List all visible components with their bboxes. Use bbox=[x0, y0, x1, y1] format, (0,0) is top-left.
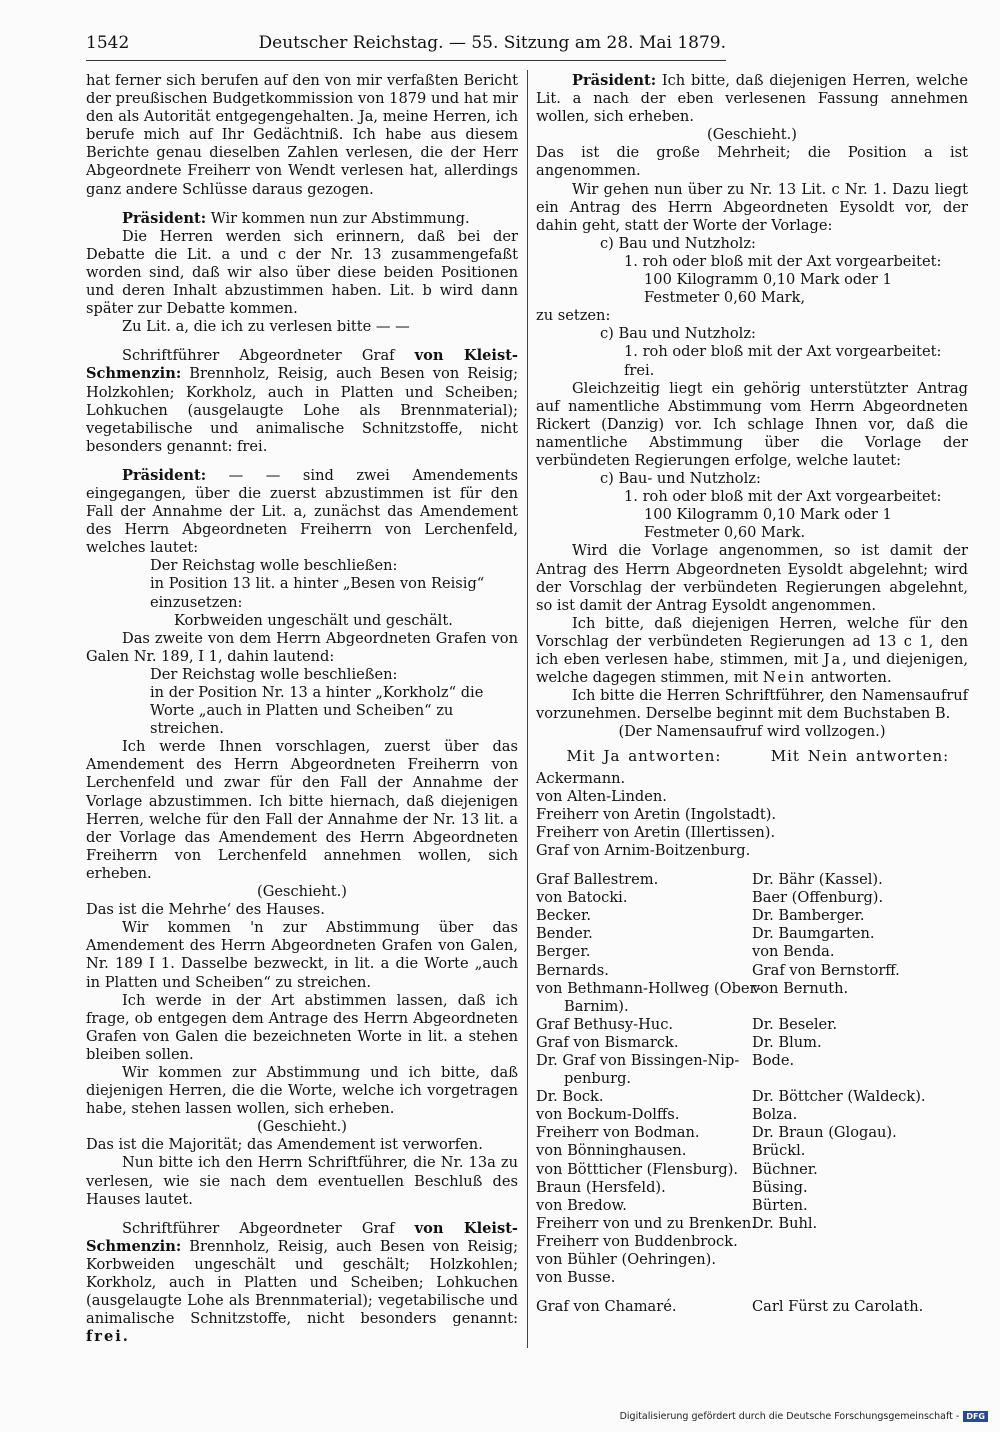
motion-line: 100 Kilogramm 0,10 Mark oder 1 Festmeter 0,60 Mark, bbox=[644, 271, 892, 307]
list-item: Freiherr von Aretin (Illertissen). bbox=[536, 823, 776, 841]
paragraph: Ich werde in der Art abstimmen lassen, daß ich frage, ob entgegen dem Antrage des Herrn Abgeordneten Grafen von Galen die bezeichneten Worte in lit. a stehen bleiben sollen. bbox=[86, 991, 518, 1063]
paragraph: Das ist die Mehrhe‘ des Hauses. bbox=[86, 901, 325, 919]
paragraph-text: Schriftführer Abgeordneter Graf bbox=[122, 1219, 415, 1237]
list-item: von Bethmann-Hollweg (Ober- bbox=[536, 979, 762, 997]
motion-line: c) Bau und Nutzholz: bbox=[600, 234, 756, 252]
paragraph bbox=[86, 347, 518, 456]
stage-direction: (Geschieht.) bbox=[257, 883, 347, 901]
list-item: Freiherr von Buddenbrock. bbox=[536, 1232, 738, 1250]
motion-line: 1. roh oder bloß mit der Axt vorgearbeitet: bbox=[624, 488, 942, 506]
paragraph: Wir kommen 'n zur Abstimmung über das Amendement des Herrn Abgeordneten Grafen von Galen, Nr. 189 I 1. Dasselbe bezweckt, in lit. a die Worte „auch in Platten und Scheiben“ zu streichen. bbox=[86, 919, 518, 991]
vote-list-ja bbox=[536, 871, 762, 1287]
paragraph: hat ferner sich berufen auf den von mir verfaßten Bericht der preußischen Budgetkommission von 1879 und hat mir den als Autorität entgegengehalten. Ja, meine Herren, ich berufe mich auf Ihr Gedächtniß. Ich habe aus diesem Berichte genau dieselben Zahlen verlesen, die der Herr Abgeordnete Freiherr von Wendt verlesen hat, allerdings ganz andere Schlüsse daraus gezogen. bbox=[86, 72, 518, 198]
list-item: Ackermann. bbox=[536, 769, 626, 787]
paragraph: Zu Lit. a, die ich zu verlesen bitte — — bbox=[122, 318, 410, 336]
motion-line: Der Reichstag wolle beschließen: bbox=[150, 665, 398, 683]
emphasis-text: frei. bbox=[86, 1328, 130, 1346]
list-item: Freiherr von Bodman. bbox=[536, 1124, 700, 1142]
motion-line: in Position 13 lit. a hinter „Besen von Reisig“ einzusetzen: bbox=[150, 575, 485, 611]
list-item: Berger. bbox=[536, 943, 591, 961]
list-item: Carl Fürst zu Carolath. bbox=[752, 1298, 924, 1316]
list-item: von Bühler (Oehringen). bbox=[536, 1251, 716, 1268]
list-item: Graf von Bismarck. bbox=[536, 1033, 679, 1051]
motion-line: 1. roh oder bloß mit der Axt vorgearbeitet: bbox=[624, 252, 942, 270]
paragraph-text: Ich bitte, daß diejenigen Herren, welche für den Vorschlag der verbündeten Regierungen ad 13 c 1, den ich eben verlesen habe, stimmen, mit bbox=[536, 614, 968, 668]
left-column bbox=[86, 72, 518, 1346]
paragraph bbox=[86, 210, 518, 228]
list-item bbox=[752, 1070, 968, 1088]
vote-heading-nein: Mit Nein antworten: bbox=[770, 747, 950, 766]
list-item: von Bernuth. bbox=[752, 979, 849, 997]
list-item: von Böttticher (Flensburg). bbox=[536, 1160, 739, 1178]
speaker-label: Präsident: bbox=[122, 466, 207, 484]
motion-line: Korbweiden ungeschält und geschält. bbox=[174, 611, 453, 629]
list-item: Dr. Braun (Glogau). bbox=[752, 1124, 897, 1142]
emphasis-text: Nein bbox=[762, 669, 807, 687]
paragraph-text: Schriftführer Abgeordneter Graf bbox=[122, 347, 415, 365]
stage-direction: (Geschieht.) bbox=[707, 126, 797, 144]
list-item: Dr. Bamberger. bbox=[752, 907, 865, 925]
paragraph: Gleichzeitig liegt ein gehörig unterstützter Antrag auf namentliche Abstimmung vom Herrn Abgeordneten Rickert (Danzig) vor. Ich schlage Ihnen vor, daß die namentliche Abstimmung über die Vorlage der verbündeten Regierungen erfolge, welche lautet: bbox=[536, 379, 968, 469]
paragraph: Ich bitte die Herren Schriftführer, den Namensaufruf vorzunehmen. Derselbe beginnt mit dem Buchstaben B. bbox=[536, 687, 968, 723]
motion-line: 100 Kilogramm 0,10 Mark oder 1 Festmeter 0,60 Mark. bbox=[644, 506, 892, 542]
paragraph-text: Brennholz, Reisig, auch Besen von Reisig; Korbweiden ungeschält und geschält; Holzkohlen; Korkholz, auch in Platten und Scheiben; Lohkuchen (ausgelaugte Lohe als Brennmaterial); vegetabilische und animalische Schnitzstoffe, nicht besonders genannt: bbox=[86, 1237, 518, 1328]
list-item: Bode. bbox=[752, 1051, 795, 1069]
list-item: Baer (Offenburg). bbox=[752, 889, 884, 907]
speaker-label: von Kleist-Schmenzin: bbox=[86, 347, 518, 383]
paragraph-text: — — sind zwei Amendements eingegangen, über die zuerst abzustimmen ist für den Fall der Annahme der Lit. a, zunächst das Amendement des Herrn Abgeordneten Freiherrn von Lerchenfeld, welches lautet: bbox=[86, 466, 518, 557]
vote-headings bbox=[536, 747, 968, 765]
paragraph bbox=[86, 1220, 518, 1347]
list-item bbox=[752, 1233, 968, 1251]
list-item: Bernards. bbox=[536, 961, 609, 979]
list-item: Freiherr von Aretin (Ingolstadt). bbox=[536, 805, 777, 823]
speaker-label: Präsident: bbox=[572, 72, 657, 89]
dfg-logo: DFG bbox=[963, 1411, 988, 1422]
paragraph bbox=[86, 467, 518, 557]
list-item: Becker. bbox=[536, 907, 592, 925]
list-item: Bürten. bbox=[752, 1196, 808, 1214]
paragraph-text: Ich bitte, daß diejenigen Herren, welche Lit. a nach der eben verlesenen Fassung annehmen wollen, sich erheben. bbox=[536, 72, 968, 126]
list-item: Dr. Blum. bbox=[752, 1033, 822, 1051]
right-column bbox=[536, 72, 968, 1316]
list-item: Dr. Böttcher (Waldeck). bbox=[752, 1088, 926, 1106]
paragraph-text: antworten. bbox=[806, 669, 892, 687]
paragraph-text: Brennholz, Reisig, auch Besen von Reisig; Holzkohlen; Korkholz, auch in Platten und Scheiben; Lohkuchen (ausgelaugte Lohe als Brennmaterial); vegetabilische und animalische Schnitzstoffe, nicht besonders genannt: frei. bbox=[86, 365, 518, 455]
list-item: penburg. bbox=[564, 1070, 632, 1088]
list-item: Dr. Bock. bbox=[536, 1088, 604, 1106]
vote-list-nein bbox=[752, 871, 968, 1287]
list-item: von Bönninghausen. bbox=[536, 1142, 687, 1160]
list-item: Bender. bbox=[536, 925, 593, 943]
paragraph-text: Wir kommen nun zur Abstimmung. bbox=[206, 209, 470, 227]
motion-line: c) Bau und Nutzholz: bbox=[600, 325, 756, 343]
list-item: Braun (Hersfeld). bbox=[536, 1178, 666, 1196]
list-item: Barnim). bbox=[564, 997, 629, 1015]
list-item: Büchner. bbox=[752, 1160, 818, 1178]
list-item: von Bockum-Dolffs. bbox=[536, 1106, 680, 1124]
vote-list-ja-top bbox=[536, 770, 968, 860]
speaker-label: Präsident: bbox=[122, 209, 207, 227]
motion-line: 1. roh oder bloß mit der Axt vorgearbeitet: frei. bbox=[624, 343, 942, 379]
list-item: Dr. Buhl. bbox=[752, 1214, 818, 1232]
list-item: Dr. Beseler. bbox=[752, 1015, 838, 1033]
list-item: Freiherr von und zu Brenken. bbox=[536, 1214, 756, 1232]
list-item: Graf Bethusy-Huc. bbox=[536, 1015, 674, 1033]
list-item: Dr. Baumgarten. bbox=[752, 925, 875, 943]
list-item: Dr. Graf von Bissingen-Nip- bbox=[536, 1051, 740, 1069]
list-item: von Batocki. bbox=[536, 889, 628, 907]
list-item: von Busse. bbox=[536, 1269, 616, 1287]
list-item bbox=[752, 998, 968, 1016]
paragraph: Das ist die große Mehrheit; die Position a ist angenommen. bbox=[536, 144, 968, 180]
emphasis-text: Ja bbox=[823, 651, 843, 668]
list-item: Bolza. bbox=[752, 1106, 798, 1124]
list-item bbox=[752, 1251, 968, 1269]
paragraph: Das zweite von dem Herrn Abgeordneten Grafen von Galen Nr. 189, I 1, dahin lautend: bbox=[86, 629, 518, 665]
list-item: Graf Ballestrem. bbox=[536, 871, 659, 889]
list-item: Büsing. bbox=[752, 1178, 808, 1196]
motion-line: c) Bau- und Nutzholz: bbox=[600, 470, 761, 488]
column-divider bbox=[527, 70, 528, 1348]
list-item: von Benda. bbox=[752, 943, 835, 961]
footer-credit bbox=[620, 1411, 988, 1422]
list-item: von Alten-Linden. bbox=[536, 787, 667, 805]
paragraph: Das ist die Majorität; das Amendement ist verworfen. bbox=[86, 1136, 483, 1154]
list-item: Brückl. bbox=[752, 1142, 806, 1160]
list-item bbox=[752, 1269, 968, 1287]
paragraph: Wird die Vorlage angenommen, so ist damit der Antrag des Herrn Abgeordneten Eysoldt abgelehnt; wird der Vorschlag der verbündeten Regierungen abgelehnt, so ist damit der Antrag Eysoldt angenommen. bbox=[536, 542, 968, 614]
paragraph: Wir kommen zur Abstimmung und ich bitte, daß diejenigen Herren, die die Worte, welche ich vorgetragen habe, stehen lassen wollen, sich erheben. bbox=[86, 1063, 518, 1118]
paragraph-text: , und diejenigen, welche dagegen stimmen, mit bbox=[536, 651, 968, 687]
paragraph bbox=[536, 615, 968, 687]
stage-direction: (Der Namensaufruf wird vollzogen.) bbox=[618, 723, 886, 741]
list-item: Graf von Bernstorff. bbox=[752, 961, 900, 979]
vote-heading-ja: Mit Ja antworten: bbox=[566, 747, 722, 766]
list-item: von Bredow. bbox=[536, 1196, 627, 1214]
paragraph: Die Herren werden sich erinnern, daß bei der Debatte die Lit. a und c der Nr. 13 zusammengefaßt worden sind, daß wir also über diese beiden Positionen und deren Inhalt abzustimmen haben. Lit. b wird dann später zur Debatte kommen. bbox=[86, 227, 518, 318]
list-item: Graf von Chamaré. bbox=[536, 1298, 677, 1316]
paragraph bbox=[536, 72, 968, 126]
list-item: Dr. Bähr (Kassel). bbox=[752, 871, 883, 889]
motion-line: Der Reichstag wolle beschließen: bbox=[150, 557, 398, 575]
page-number: 1542 bbox=[86, 33, 130, 53]
list-item: Graf von Arnim-Boitzenburg. bbox=[536, 841, 751, 859]
speaker-label: von Kleist-Schmenzin: bbox=[86, 1219, 518, 1255]
motion-line: in der Position Nr. 13 a hinter „Korkholz“ die Worte „auch in Platten und Scheiben“ zu streichen. bbox=[150, 684, 484, 738]
paragraph: Nun bitte ich den Herrn Schriftführer, die Nr. 13a zu verlesen, wie sie nach dem eventuellen Beschluß des Hauses lautet. bbox=[86, 1154, 518, 1208]
running-title: Deutscher Reichstag. — 55. Sitzung am 28. Mai 1879. bbox=[258, 33, 726, 53]
stage-direction: (Geschieht.) bbox=[257, 1118, 347, 1136]
header-rule bbox=[86, 60, 726, 61]
footer-text: Digitalisierung gefördert durch die Deutsche Forschungsgemeinschaft - bbox=[619, 1411, 960, 1422]
vote-table bbox=[536, 871, 968, 1287]
paragraph: Wir gehen nun über zu Nr. 13 Lit. c Nr. 1. Dazu liegt ein Antrag des Herrn Abgeordneten Eysoldt vor, der dahin geht, statt der Worte der Vorlage: bbox=[536, 180, 968, 234]
paragraph: Ich werde Ihnen vorschlagen, zuerst über das Amendement des Herrn Abgeordneten Freiherrn von Lerchenfeld und zwar für den Fall der Annahme der Vorlage abzustimmen. Ich bitte hiernach, daß diejenigen Herren, welche für den Fall der Annahme der Nr. 13 lit. a der Vorlage das Amendement des Herrn Abgeordneten Freiherrn von Lerchenfeld annehmen wollen, sich erheben. bbox=[86, 738, 518, 882]
motion-line: zu setzen: bbox=[536, 307, 611, 325]
vote-table-last bbox=[536, 1298, 968, 1316]
